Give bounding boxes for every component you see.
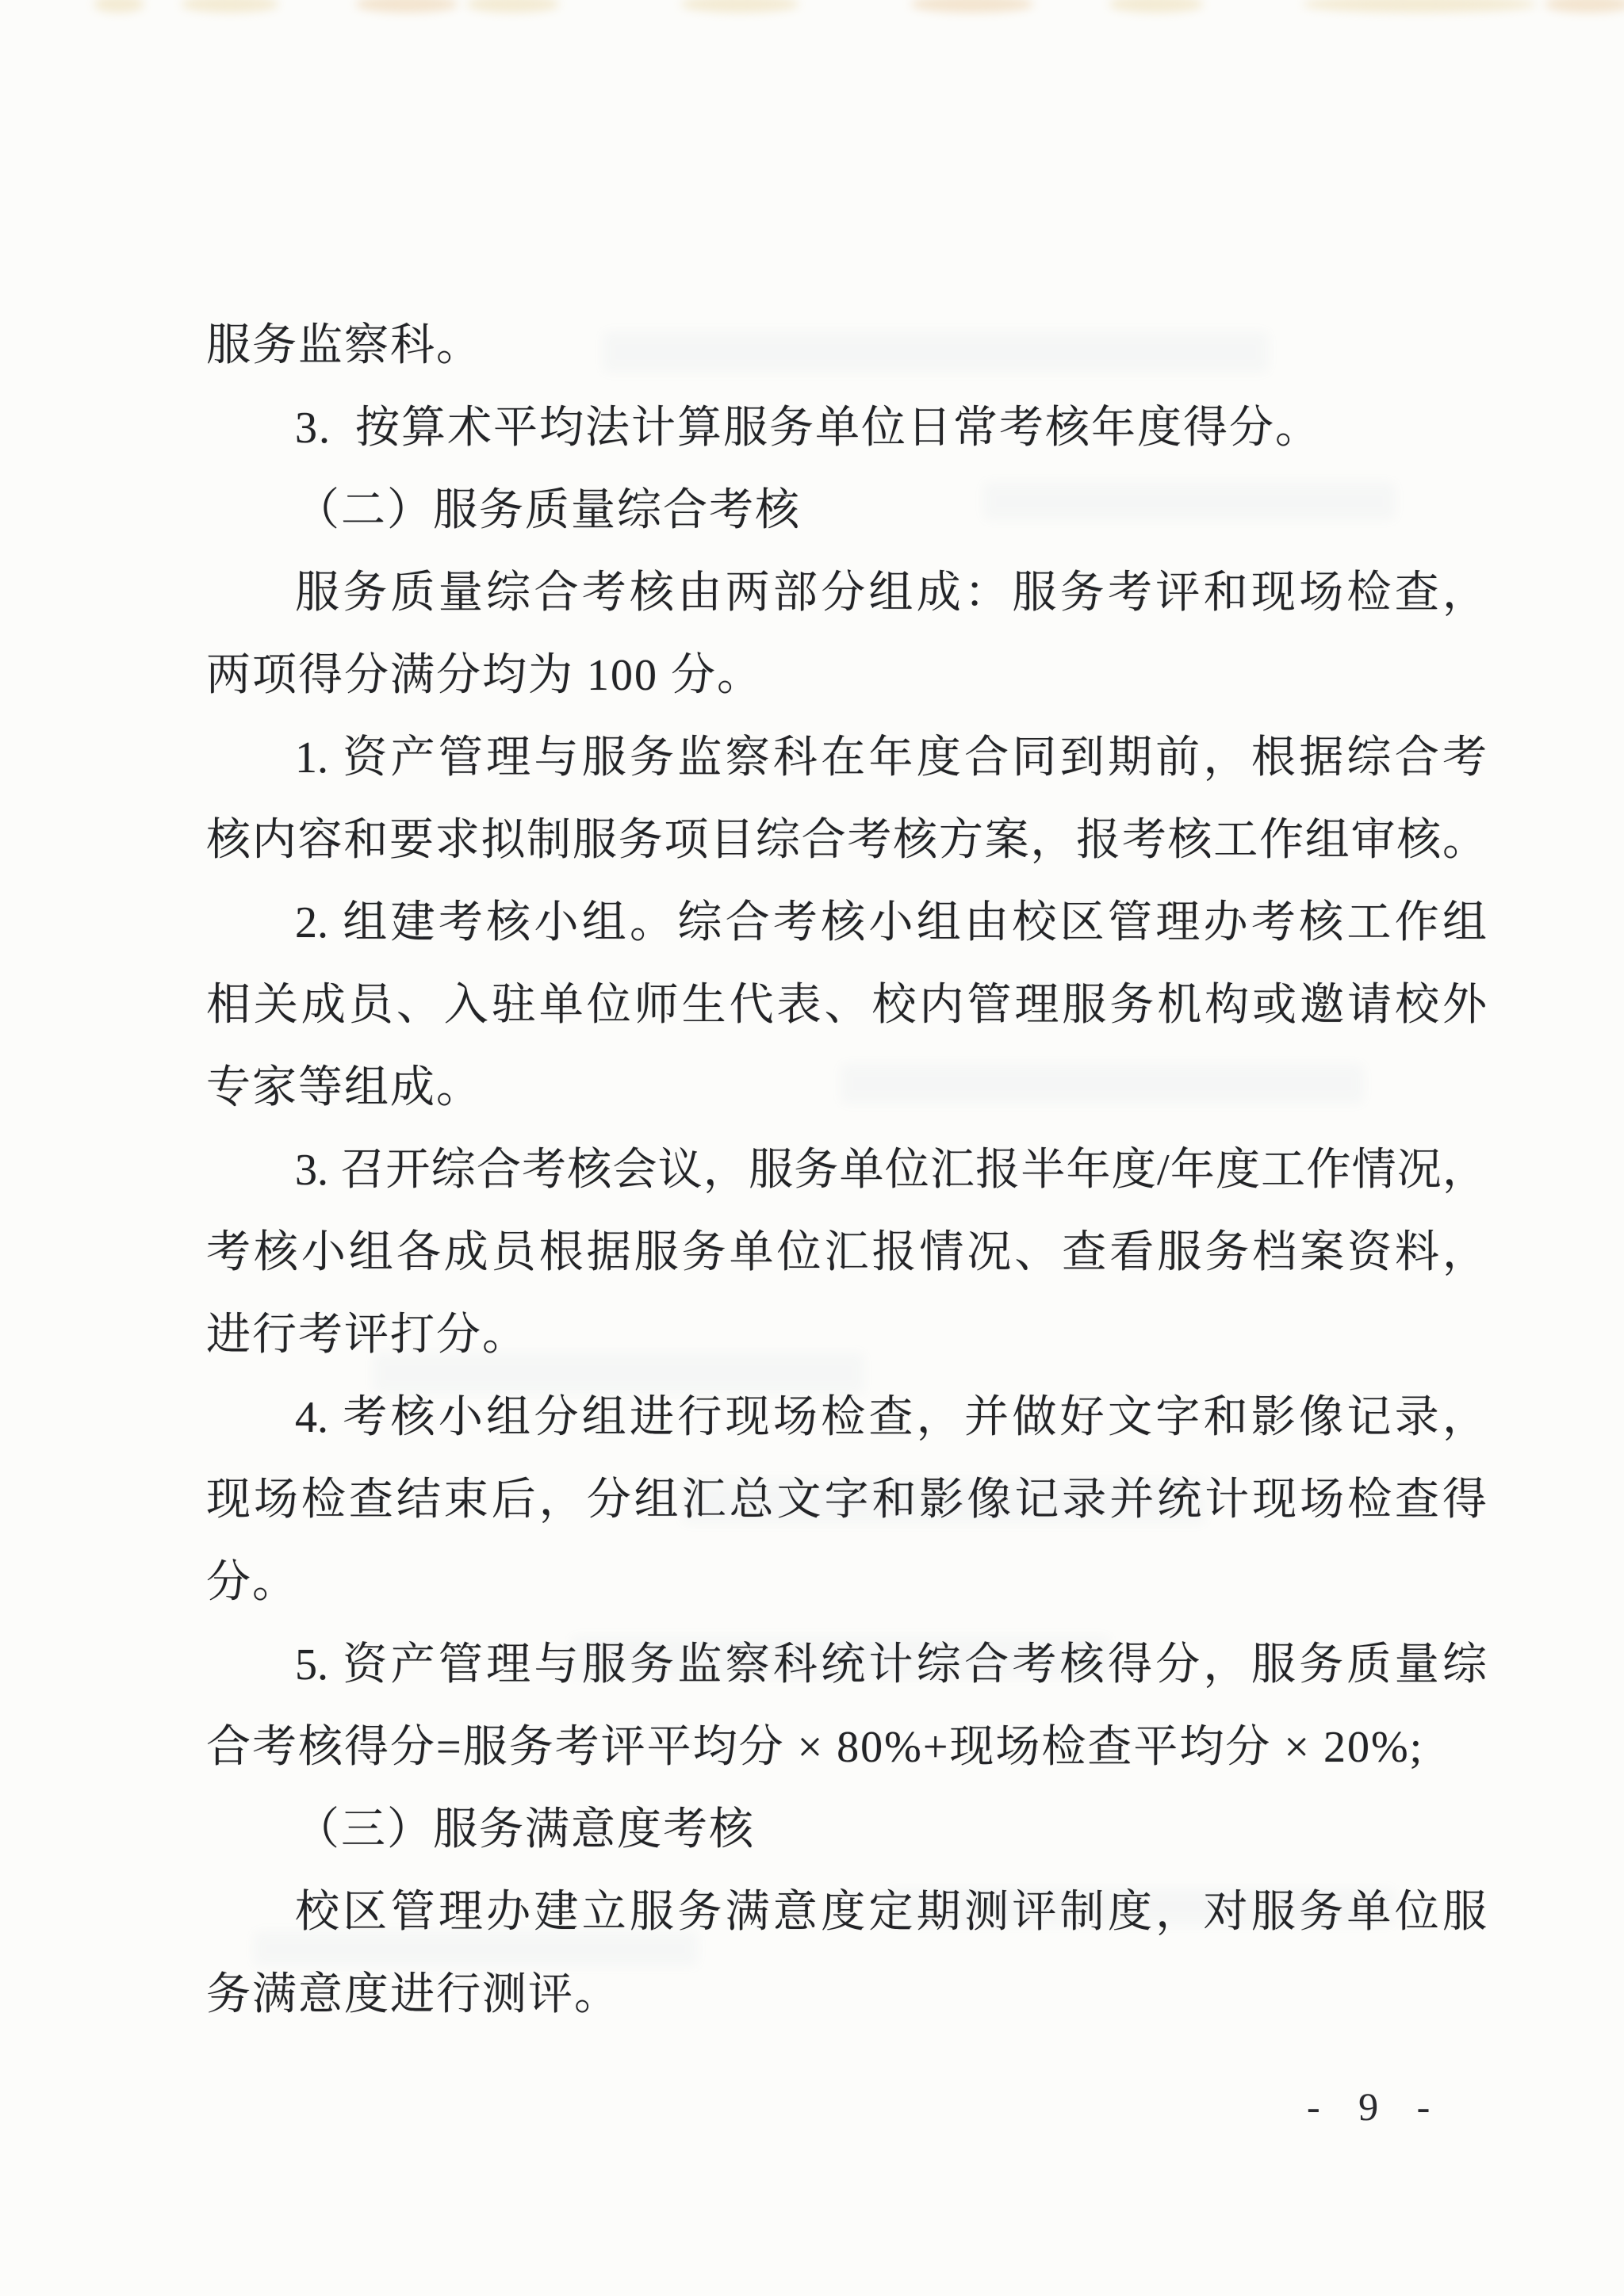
document-line: 考核小组各成员根据服务单位汇报情况、查看服务档案资料， <box>206 1228 1487 1277</box>
scan-edge-stain <box>466 0 560 13</box>
scan-edge-stain <box>181 0 279 13</box>
scan-edge-stain <box>355 0 458 13</box>
document-line: 合考核得分=服务考评平均分 × 80%+现场检查平均分 × 20%; <box>206 1723 1424 1772</box>
scan-edge-stain <box>1545 0 1624 13</box>
document-line: 核内容和要求拟制服务项目综合考核方案，报考核工作组审核。 <box>206 816 1487 865</box>
document-line: 相关成员、入驻单位师生代表、校内管理服务机构或邀请校外 <box>206 981 1487 1030</box>
document-body <box>206 304 1487 2036</box>
document-line: 2. 组建考核小组。综合考核小组由校区管理办考核工作组 <box>295 898 1487 947</box>
document-line: 校区管理办建立服务满意度定期测评制度，对服务单位服 <box>295 1888 1487 1937</box>
page-number: - 9 - <box>1307 2084 1442 2129</box>
document-line: 服务监察科。 <box>206 321 482 370</box>
document-line: 4. 考核小组分组进行现场检查，并做好文字和影像记录， <box>295 1393 1487 1442</box>
document-line: 3. 召开综合考核会议，服务单位汇报半年度/年度工作情况， <box>295 1146 1487 1195</box>
document-line: 5. 资产管理与服务监察科统计综合考核得分，服务质量综 <box>295 1640 1487 1689</box>
document-line: 分。 <box>206 1558 298 1607</box>
document-line: 进行考评打分。 <box>206 1311 528 1360</box>
scan-edge-stain <box>910 0 1034 13</box>
document-line section-heading: （三）服务满意度考核 <box>295 1805 755 1854</box>
document-line: 3. 按算术平均法计算服务单位日常考核年度得分。 <box>295 404 1321 453</box>
document-line: 现场检查结束后，分组汇总文字和影像记录并统计现场检查得 <box>206 1475 1487 1525</box>
document-line: 服务质量综合考核由两部分组成：服务考评和现场检查， <box>295 568 1487 618</box>
document-line: 务满意度进行测评。 <box>206 1970 620 2019</box>
document-line section-heading: （二）服务质量综合考核 <box>295 486 801 535</box>
scan-edge-stain <box>680 0 799 13</box>
document-line: 专家等组成。 <box>206 1063 482 1112</box>
scan-edge-stain <box>1302 0 1537 13</box>
scan-edge-stain <box>94 0 144 13</box>
document-line: 两项得分满分均为 100 分。 <box>206 651 763 700</box>
scan-edge-stain <box>1109 0 1204 13</box>
document-line: 1. 资产管理与服务监察科在年度合同到期前，根据综合考 <box>295 733 1487 783</box>
